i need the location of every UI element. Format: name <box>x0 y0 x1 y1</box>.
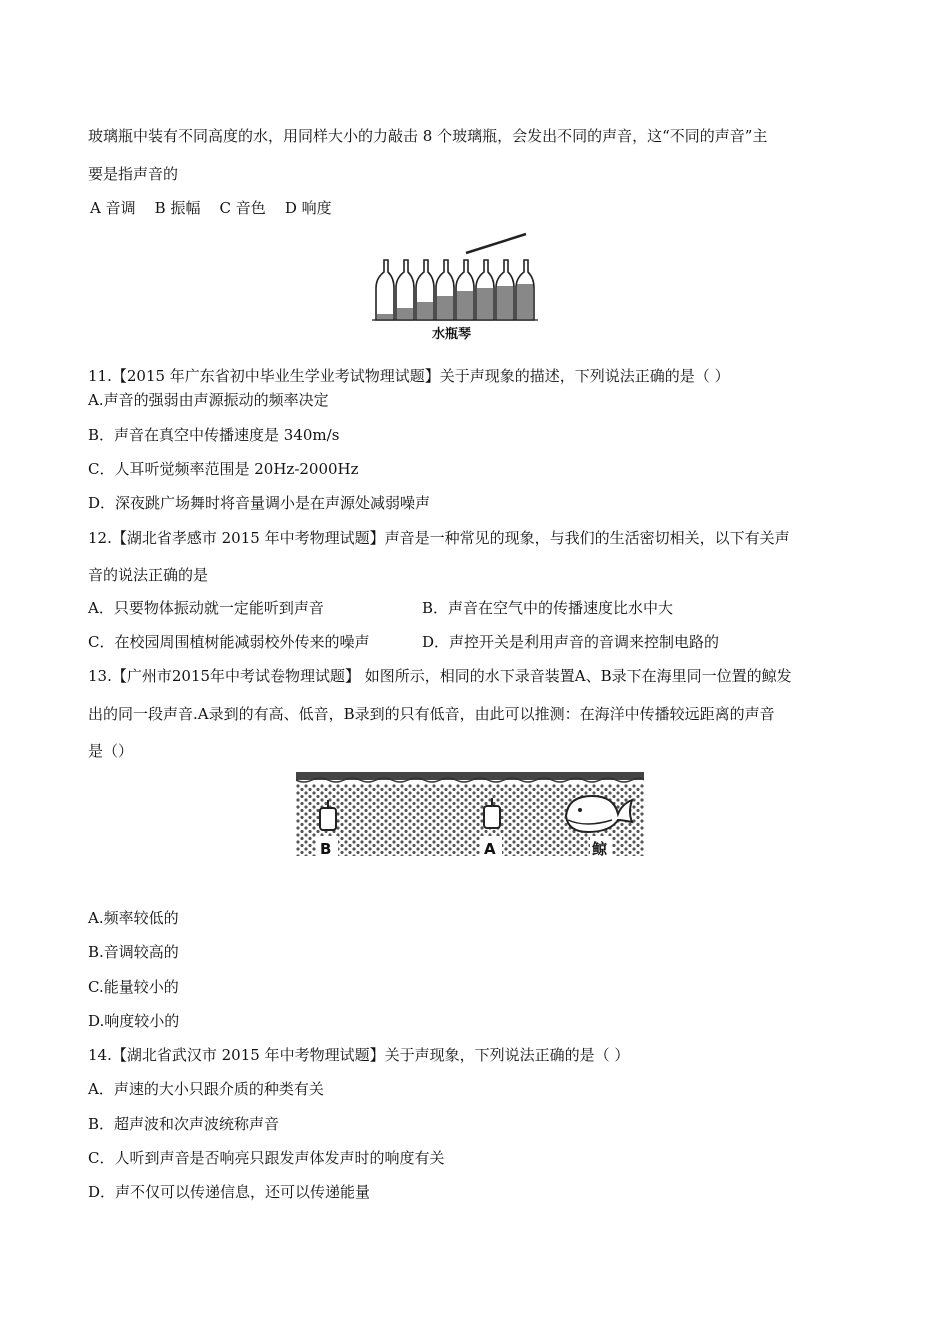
water-bottle-illustration <box>366 228 550 346</box>
q12-stem-line-2: 音的说法正确的是 <box>88 566 209 584</box>
q11-stem: 11.【2015 年广东省初中毕业生学业考试物理试题】关于声现象的描述，下列说法正确的是（ ） <box>88 367 730 385</box>
q10-stem-line-1: 玻璃瓶中装有不同高度的水，用同样大小的力敲击 8 个玻璃瓶，会发出不同的声音，这“不同的声音”主 <box>88 127 768 145</box>
q13-option-b: B.音调较高的 <box>88 943 179 961</box>
q12-stem-line-1: 12.【湖北省孝感市 2015 年中考物理试题】声音是一种常见的现象，与我们的生活密切相关，以下有关声 <box>88 529 790 547</box>
q11-option-b: B．声音在真空中传播速度是 340m/s <box>88 426 340 444</box>
q14-option-d: D．声不仅可以传递信息，还可以传递能量 <box>88 1183 371 1201</box>
q13-stem-line-3: 是（） <box>88 742 134 760</box>
q14-option-b: B．超声波和次声波统称声音 <box>88 1115 280 1133</box>
q14-option-a: A．声速的大小只跟介质的种类有关 <box>88 1080 324 1098</box>
recorder-b-label: B <box>320 840 332 858</box>
q10-stem-line-2: 要是指声音的 <box>88 165 179 183</box>
underwater-recording-figure <box>296 770 644 862</box>
q12-option-c: C．在校园周围植树能减弱校外传来的噪声 <box>88 633 370 651</box>
q12-option-b: B．声音在空气中的传播速度比水中大 <box>422 599 674 617</box>
q11-option-c: C．人耳听觉频率范围是 20Hz-2000Hz <box>88 460 359 478</box>
q13-option-d: D.响度较小的 <box>88 1012 180 1030</box>
water-bottle-caption: 水瓶琴 <box>432 327 472 342</box>
q14-stem: 14.【湖北省武汉市 2015 年中考物理试题】关于声现象，下列说法正确的是（ ） <box>88 1046 630 1064</box>
water-bottle-figure <box>366 228 550 346</box>
recorder-a-label: A <box>484 840 496 858</box>
ocean-illustration <box>296 770 644 862</box>
whale-label: 鲸 <box>592 840 608 858</box>
q12-option-a: A．只要物体振动就一定能听到声音 <box>88 599 324 617</box>
q12-option-d: D．声控开关是利用声音的音调来控制电路的 <box>422 633 720 651</box>
q13-option-a: A.频率较低的 <box>88 909 179 927</box>
q13-option-c: C.能量较小的 <box>88 978 179 996</box>
q10-options: A 音调 B 振幅 C 音色 D 响度 <box>90 199 332 217</box>
q11-option-a: A.声音的强弱由声源振动的频率决定 <box>88 391 329 409</box>
q14-option-c: C．人听到声音是否响亮只跟发声体发声时的响度有关 <box>88 1149 445 1167</box>
q11-option-d: D．深夜跳广场舞时将音量调小是在声源处减弱噪声 <box>88 494 431 512</box>
q13-stem-line-2: 出的同一段声音.A录到的有高、低音，B录到的只有低音，由此可以推测：在海洋中传播较远距离的声音 <box>88 705 775 723</box>
q13-stem-line-1: 13.【广州市2015年中考试卷物理试题】 如图所示，相同的水下录音装置A、B录下在海里同一位置的鲸发 <box>88 667 792 685</box>
